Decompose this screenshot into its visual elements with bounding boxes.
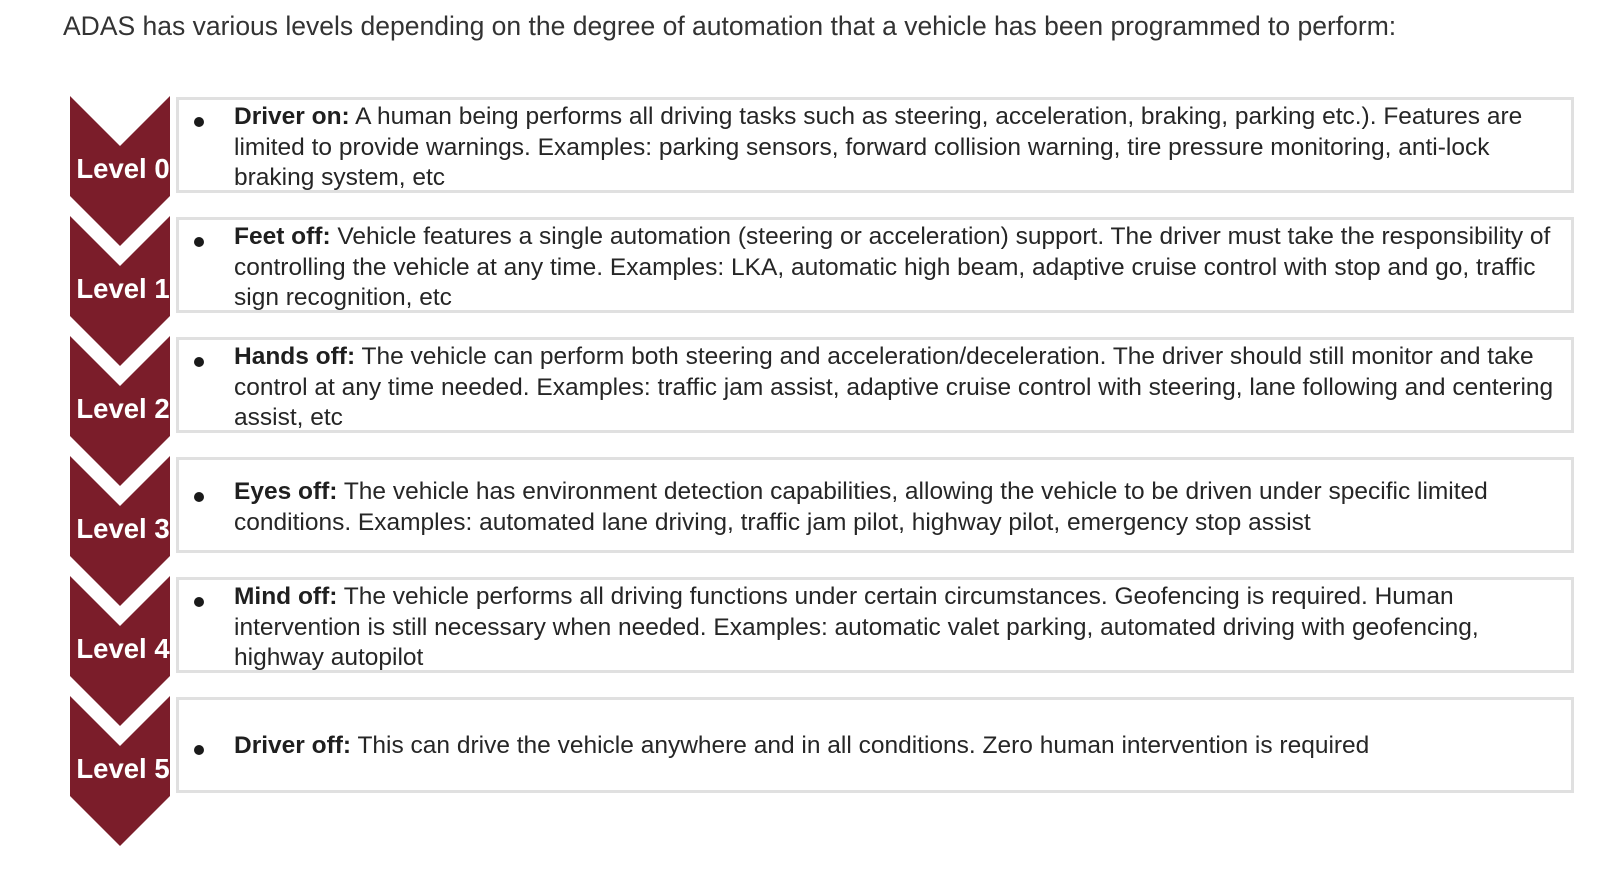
level-5-term: Driver off: [234,732,352,759]
level-0-description-box [176,97,1574,193]
level-0-term: Driver on: [234,103,350,130]
level-5-description-box [176,697,1574,793]
level-2-text: The vehicle can perform both steering and acceleration/deceleration. The driver should still monitor and take control at any time needed. Examples: traffic jam assist, adaptive cruise control with steering, lane following and centering assist, etc [234,343,1554,431]
level-4-description [234,582,1567,674]
level-0-description [234,102,1567,194]
level-3-description [234,477,1567,538]
level-3-term: Eyes off: [234,478,338,505]
level-4-description-box [176,577,1574,673]
level-3-description-box [176,457,1574,553]
level-1-term: Feet off: [234,223,331,250]
bullet-icon [194,117,204,127]
level-5-label: Level 5 [76,753,170,784]
bullet-icon [194,597,204,607]
level-0-label: Level 0 [76,153,170,184]
bullet-icon [194,237,204,247]
level-4-text: The vehicle performs all driving functions under certain circumstances. Geofencing is required. Human intervention is still necessary when needed. Examples: automatic valet parking, automated driving with geofencing, highway autopilot [234,583,1479,671]
level-2-description-box [176,337,1574,433]
bullet-icon [194,357,204,367]
level-1-description-box [176,217,1574,313]
chevron-graphic [0,0,200,876]
level-2-term: Hands off: [234,343,356,370]
level-2-label: Level 2 [76,393,170,424]
level-1-text: Vehicle features a single automation (steering or acceleration) support. The driver must take the responsibility of controlling the vehicle at any time. Examples: LKA, automatic high beam, adaptive cruise control with stop and go, traffic sign recognition, etc [234,223,1551,311]
level-4-label: Level 4 [76,633,170,664]
bullet-icon [194,492,204,502]
level-1-description [234,222,1567,314]
intro-text: ADAS has various levels depending on the degree of automation that a vehicle has been programmed to perform: [63,11,1397,41]
level-1-label: Level 1 [76,273,170,304]
bullet-icon [194,745,204,755]
level-5-description [234,731,1567,762]
level-3-label: Level 3 [76,513,170,544]
level-2-description [234,342,1567,434]
level-5-text: This can drive the vehicle anywhere and in all conditions. Zero human intervention is required [351,732,1370,759]
level-3-text: The vehicle has environment detection capabilities, allowing the vehicle to be driven under specific limited conditions. Examples: automated lane driving, traffic jam pilot, highway pilot, emergency stop assist [234,478,1488,536]
level-0-text: A human being performs all driving tasks such as steering, acceleration, braking, parking etc.). Features are limited to provide warnings. Examples: parking sensors, forward collision warning, tire pressure monitoring, anti-lock braking system, etc [234,103,1523,191]
level-chevron-column [0,0,200,876]
level-4-term: Mind off: [234,583,338,610]
